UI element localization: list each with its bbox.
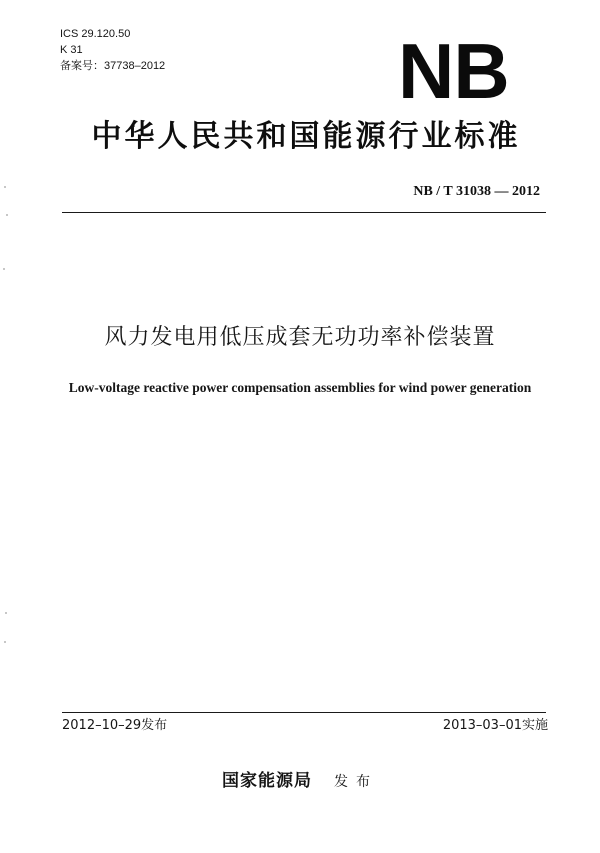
nb-logo: NB <box>398 27 509 115</box>
record-number: 备案号：37738–2012 <box>60 60 166 72</box>
scan-speck <box>6 214 8 216</box>
standard-number: NB / T 31038 — 2012 <box>413 184 540 199</box>
scan-speck <box>4 186 6 188</box>
ics-code: ICS 29.120.50 <box>60 28 131 40</box>
issuer-line <box>0 766 600 791</box>
scan-speck <box>5 612 7 614</box>
ccs-code: K 31 <box>60 44 83 56</box>
document-title-chinese: 风力发电用低压成套无功功率补偿装置 <box>104 325 496 350</box>
issuer-name: 国家能源局 <box>222 771 312 791</box>
issue-date: 2012–10–29发布 <box>62 718 168 733</box>
standard-category-title: 中华人民共和国能源行业标准 <box>91 119 521 154</box>
bottom-divider <box>62 712 546 713</box>
implementation-date: 2013–03–01实施 <box>442 718 548 733</box>
scan-speck <box>3 268 5 270</box>
scan-speck <box>4 641 6 643</box>
document-title-english: Low-voltage reactive power compensation assemblies for wind power generation <box>68 380 532 395</box>
top-divider <box>62 212 546 213</box>
issuer-action: 发布 <box>334 774 378 790</box>
